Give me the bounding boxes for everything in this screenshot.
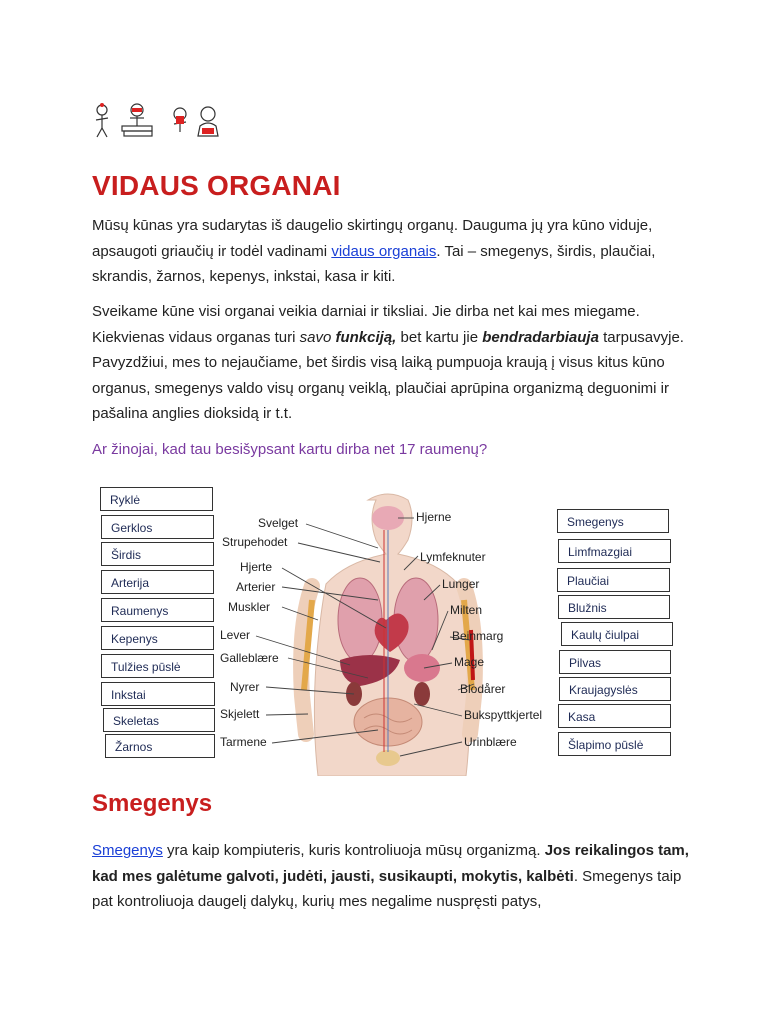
word-box-zarnos: Žarnos [105,734,215,758]
word-box-bluznis: Blužnis [558,595,670,619]
figure-label-galleblaere: Galleblære [220,651,279,665]
figure-label-urinblaere: Urinblære [464,735,517,749]
figure-label-muskler: Muskler [228,600,271,614]
function-italic-own: savo [299,328,332,346]
word-box-slapimo-pusle: Šlapimo pūslė [558,732,671,756]
figure-label-bukspyttkjertel: Bukspyttkjertel [464,708,543,722]
word-box-kasa: Kasa [558,704,671,728]
section-title-brain: Smegenys [92,790,213,817]
brain-link[interactable]: Smegenys [92,842,163,859]
brain-text-2: . Smegenys taip pat kontroliuoja daugelį dalykų, kurių mes negalime nuspręsti patys, [92,867,682,910]
figure-label-lever: Lever [220,628,251,642]
brain-bold-text: Jos reikalingos tam, kad mes galėtume galvoti, judėti, jausti, susikaupti, mokytis, kalbėti [92,842,689,885]
word-box-sirdis: Širdis [101,542,214,566]
kids-doodle-icon [92,100,228,140]
function-bold-function: funkciją, [331,328,397,346]
figure-label-lunger: Lunger [442,577,480,591]
figure-label-nyrer: Nyrer [230,680,260,694]
figure-label-tarmene: Tarmene [220,735,267,749]
brain-paragraph [92,838,692,915]
word-box-raumenys: Raumenys [101,598,214,622]
function-text-2: bet kartu jie [396,328,483,346]
figure-label-hjerte: Hjerte [240,560,273,574]
word-box-gerklos: Gerklos [101,515,214,539]
word-box-pilvas: Pilvas [559,650,671,674]
figure-label-milten: Milten [450,603,483,617]
word-box-kraujagysles: Kraujagyslės [559,677,671,701]
word-box-rykle: Ryklė [100,487,213,511]
function-bold-cooperate: bendradarbiauja [482,328,599,346]
intro-text-after: . Tai – smegenys, širdis, plaučiai, skrandis, žarnos, kepenys, inkstai, kasa ir kiti. [92,242,656,285]
intro-paragraph [92,213,692,290]
figure-label-skjelett: Skjelett [220,707,260,721]
function-text-1: Sveikame kūne visi organai veikia darniai ir tiksliai. Jie dirba net kai mes miegame. Kiekvienas vidaus organas turi [92,303,640,346]
figure-label-arterier: Arterier [236,580,276,594]
word-box-limfmazgiai: Limfmazgiai [558,539,671,563]
figure-label-svelget: Svelget [258,516,299,530]
internal-organs-link[interactable]: vidaus organais [331,242,437,260]
body-organs-figure [218,490,558,776]
word-box-kepenys: Kepenys [101,626,214,650]
word-box-plauciai: Plaučiai [557,568,670,592]
intro-text-before: Mūsų kūnas yra sudarytas iš daugelio skirtingų organų. Dauguma jų yra kūno viduje, apsaugoti griaučių ir todėl vadinami [92,217,653,260]
word-box-skeletas: Skeletas [103,708,215,732]
figure-label-blodarer: Blodårer [460,682,506,696]
page-title: VIDAUS ORGANAI [92,170,341,201]
function-text-3: tarpusavyje. Pavyzdžiui, mes to nejaučiame, bet širdis visą laiką pumpuoja kraują į visus kitus kūno organus, smegenys valdo visų organų veiklą, plaučiai aprūpina organizmą deguonimi ir pašalina anglies dioksidą ir t.t. [92,328,684,422]
word-box-arterija: Arterija [101,570,214,594]
brain-text-1: yra kaip kompiuteris, kuris kontroliuoja mūsų organizmą. [162,842,545,859]
figure-label-hjerne: Hjerne [416,510,452,524]
figure-label-mage: Mage [454,655,485,669]
fun-fact-question: Ar žinojai, kad tau besišypsant kartu dirba net 17 raumenų? [92,441,488,458]
figure-label-strupehodet: Strupehodet [222,535,288,549]
figure-label-lymfeknuter: Lymfeknuter [420,550,486,564]
function-paragraph [92,299,692,427]
word-box-tulzies-pusle: Tulžies pūslė [101,654,214,678]
word-box-kaulu-ciulpai: Kaulų čiulpai [561,622,673,646]
figure-label-beinmarg: Beinmarg [452,629,504,643]
word-box-smegenys: Smegenys [557,509,669,533]
word-box-inkstai: Inkstai [101,682,215,706]
